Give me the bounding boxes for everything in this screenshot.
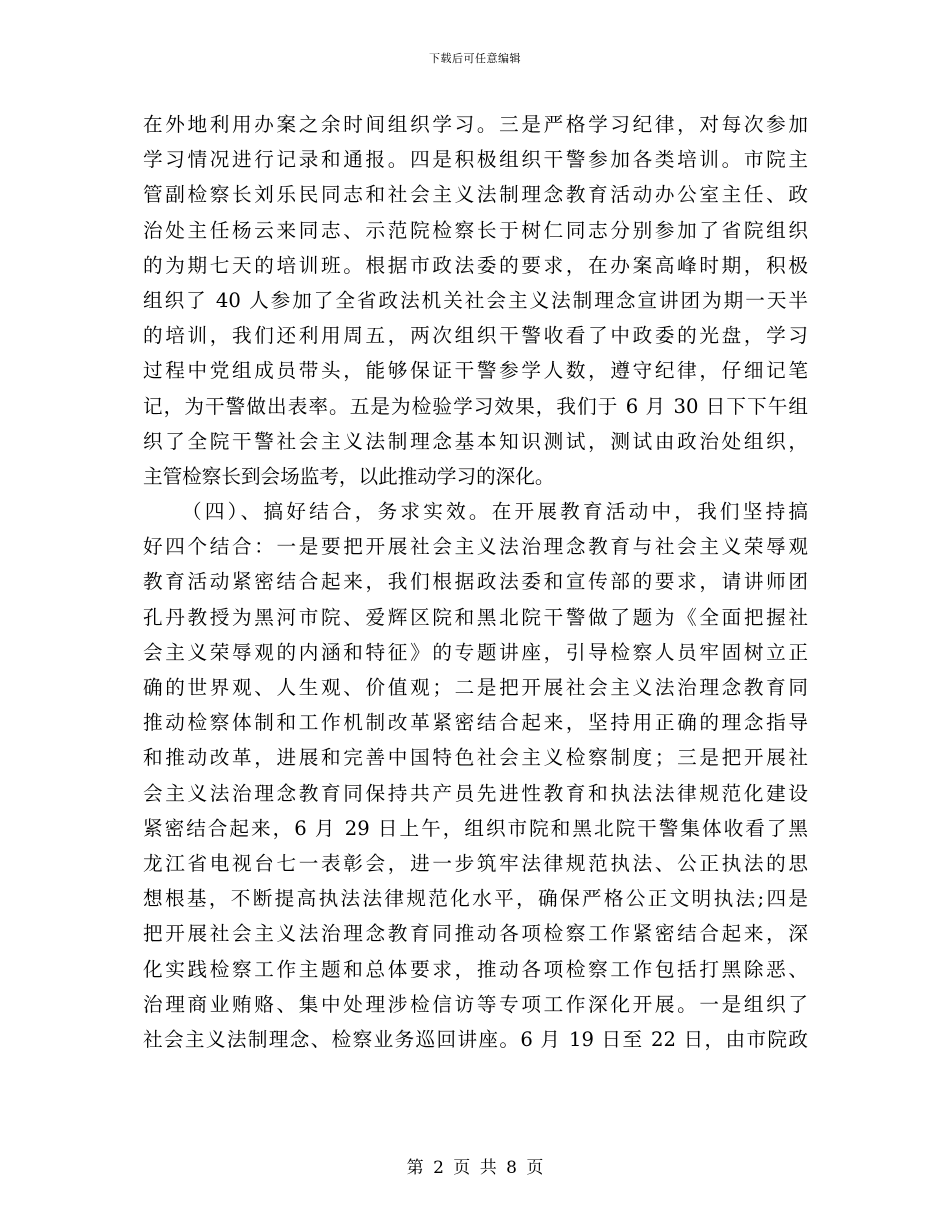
body-line-7: 的培训，我们还利用周五，两次组织干警收看了中政委的光盘，学习 xyxy=(143,324,808,348)
body-line-19: 和推动改革，进展和完善中国特色社会主义检察制度；三是把开展社 xyxy=(143,746,808,770)
body-line-11: 主管检察长到会场监考，以此推动学习的深化。 xyxy=(143,464,555,488)
page-number-footer: 第 2 页 共 8 页 xyxy=(406,1158,544,1178)
body-line-25: 化实践检察工作主题和总体要求，推动各项检察工作包括打黑除恶、 xyxy=(143,957,808,981)
body-line-12: （四）、搞好结合，务求实效。在开展教育活动中，我们坚持搞 xyxy=(182,500,808,524)
body-line-20: 会主义法治理念教育同保持共产员先进性教育和执法法律规范化建设 xyxy=(143,781,808,805)
body-line-24: 把开展社会主义法治理念教育同推动各项检察工作紧密结合起来，深 xyxy=(143,922,808,946)
body-line-23: 想根基，不断提高执法法律规范化水平，确保严格公正文明执法;四是 xyxy=(143,887,808,911)
body-line-3: 管副检察长刘乐民同志和社会主义法制理念教育活动办公室主任、政 xyxy=(143,183,808,207)
body-line-1: 在外地利用办案之余时间组织学习。三是严格学习纪律，对每次参加 xyxy=(143,113,808,136)
page-header: 下载后可任意编辑 xyxy=(429,52,521,65)
body-line-14: 教育活动紧密结合起来，我们根据政法委和宣传部的要求，请讲师团 xyxy=(143,570,808,594)
body-line-21: 紧密结合起来，6 月 29 日上午，组织市院和黑北院干警集体收看了黑 xyxy=(143,816,808,840)
body-line-18: 推动检察体制和工作机制改革紧密结合起来，坚持用正确的理念指导 xyxy=(143,711,808,735)
body-line-22: 龙江省电视台七一表彰会，进一步筑牢法律规范执法、公正执法的思 xyxy=(143,851,808,875)
body-line-8: 过程中党组成员带头，能够保证干警参学人数，遵守纪律，仔细记笔 xyxy=(143,359,808,383)
body-line-15: 孔丹教授为黑河市院、爱辉区院和黑北院干警做了题为《全面把握社 xyxy=(143,605,808,629)
body-line-27: 社会主义法制理念、检察业务巡回讲座。6 月 19 日至 22 日，由市院政 xyxy=(143,1027,808,1051)
body-line-4: 治处主任杨云来同志、示范院检察长于树仁同志分别参加了省院组织 xyxy=(143,218,808,242)
body-line-2: 学习情况进行记录和通报。四是积极组织干警参加各类培训。市院主 xyxy=(143,148,808,172)
body-line-16: 会主义荣辱观的内涵和特征》的专题讲座，引导检察人员牢固树立正 xyxy=(143,640,808,664)
body-line-6: 组织了 40 人参加了全省政法机关社会主义法制理念宣讲团为期一天半 xyxy=(143,288,808,312)
body-line-26: 治理商业贿赂、集中处理涉检信访等专项工作深化开展。一是组织了 xyxy=(143,992,808,1016)
body-line-5: 的为期七天的培训班。根据市政法委的要求，在办案高峰时期，积极 xyxy=(143,253,808,277)
body-line-17: 确的世界观、人生观、价值观；二是把开展社会主义法治理念教育同 xyxy=(143,676,808,699)
body-line-9: 记，为干警做出表率。五是为检验学习效果，我们于 6 月 30 日下下午组 xyxy=(143,394,808,418)
body-line-13: 好四个结合：一是要把开展社会主义法治理念教育与社会主义荣辱观 xyxy=(143,535,808,559)
document-body xyxy=(143,107,808,1057)
body-line-10: 织了全院干警社会主义法制理念基本知识测试，测试由政治处组织， xyxy=(143,429,808,453)
